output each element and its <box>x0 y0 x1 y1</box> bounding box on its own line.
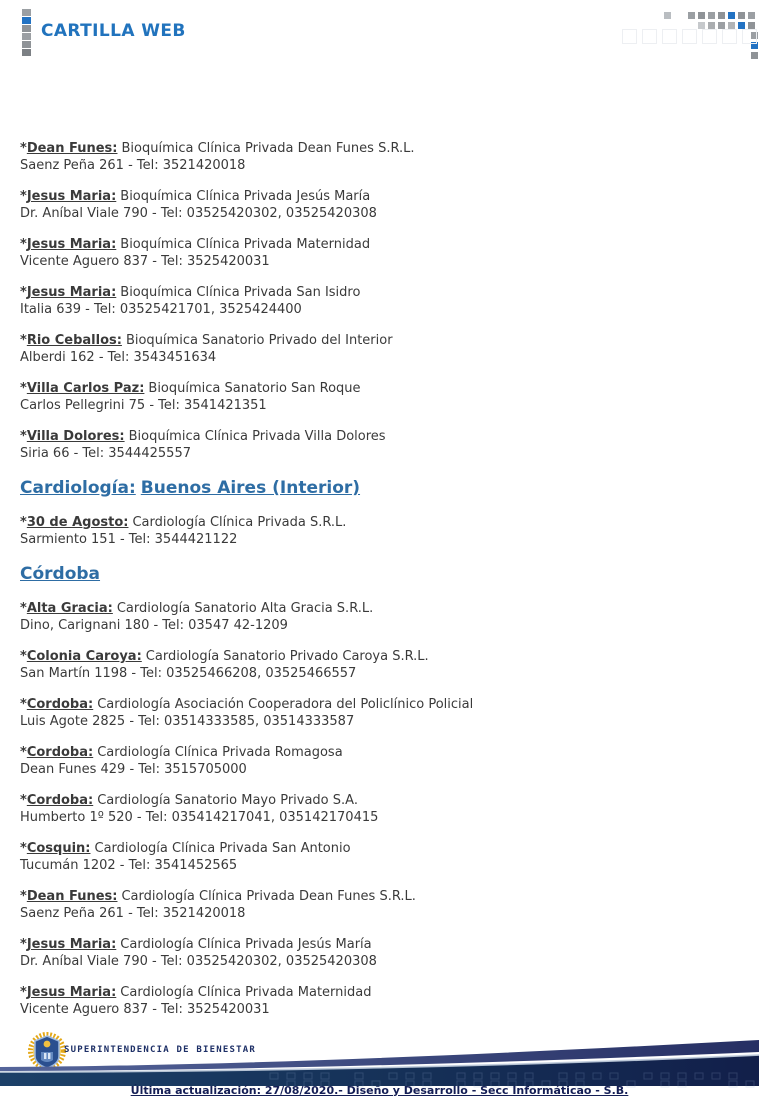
directory-entry <box>20 332 720 366</box>
entry-address: Vicente Aguero 837 - Tel: 3525420031 <box>20 254 270 269</box>
entry-provider: Cardiología Asociación Cooperadora del Policlínico Policial <box>97 697 474 712</box>
header <box>0 0 759 60</box>
entry-bullet: * <box>20 697 27 712</box>
entry-bullet: * <box>20 333 27 348</box>
last-updated-line: Última actualización: 27/08/2020.- Diseño y Desarrollo - Secc Informáticao - S.B. <box>130 1084 629 1097</box>
org-name: SUPERINTENDENCIA DE BIENESTAR <box>64 1045 256 1055</box>
entry-provider: Bioquímica Clínica Privada Jesús María <box>120 189 371 204</box>
entry-bullet: * <box>20 649 27 664</box>
entry-bullet: * <box>20 937 27 952</box>
entry-city: Jesus Maria: <box>26 937 117 952</box>
entry-city: Jesus Maria: <box>26 189 117 204</box>
entry-city: Dean Funes: <box>26 141 118 156</box>
entry-provider: Cardiología Clínica Privada Romagosa <box>97 745 343 760</box>
entry-provider: Bioquímica Clínica Privada Maternidad <box>120 237 371 252</box>
entry-city: Jesus Maria: <box>26 285 117 300</box>
entry-address: Carlos Pellegrini 75 - Tel: 3541421351 <box>20 398 267 413</box>
section-heading-link[interactable]: Córdoba <box>20 564 101 584</box>
entry-bullet: * <box>20 985 27 1000</box>
directory-entry <box>20 744 720 778</box>
entry-address: Dr. Aníbal Viale 790 - Tel: 03525420302, 03525420308 <box>20 206 377 221</box>
directory-entry <box>20 696 720 730</box>
entry-provider: Bioquímica Sanatorio San Roque <box>148 381 361 396</box>
entry-provider: Bioquímica Clínica Privada San Isidro <box>120 285 361 300</box>
entry-city: Cordoba: <box>26 745 94 760</box>
directory-entry <box>20 140 720 174</box>
directory-entry <box>20 428 720 462</box>
entry-bullet: * <box>20 381 27 396</box>
directory-entry <box>20 648 720 682</box>
brand-pixel-strip-icon <box>22 9 31 57</box>
entry-bullet: * <box>20 515 27 530</box>
entry-city: Jesus Maria: <box>26 985 117 1000</box>
directory-entry <box>20 792 720 826</box>
entry-address: Saenz Peña 261 - Tel: 3521420018 <box>20 906 246 921</box>
directory-entry <box>20 380 720 414</box>
entry-address: Dr. Aníbal Viale 790 - Tel: 03525420302, 03525420308 <box>20 954 377 969</box>
entry-city: Jesus Maria: <box>26 237 117 252</box>
entry-provider: Bioquímica Clínica Privada Dean Funes S.R.L. <box>121 141 415 156</box>
entry-bullet: * <box>20 841 27 856</box>
entry-bullet: * <box>20 745 27 760</box>
entry-provider: Cardiología Clínica Privada Dean Funes S.R.L. <box>121 889 416 904</box>
entry-bullet: * <box>20 189 27 204</box>
entry-city: 30 de Agosto: <box>26 515 129 530</box>
entry-provider: Cardiología Sanatorio Privado Caroya S.R.L. <box>145 649 429 664</box>
entry-bullet: * <box>20 601 27 616</box>
entry-city: Villa Carlos Paz: <box>26 381 145 396</box>
section-heading-link[interactable]: Cardiología: <box>20 478 136 498</box>
entry-bullet: * <box>20 237 27 252</box>
entry-address: Alberdi 162 - Tel: 3543451634 <box>20 350 217 365</box>
entry-address: Saenz Peña 261 - Tel: 3521420018 <box>20 158 246 173</box>
entry-provider: Cardiología Clínica Privada Jesús María <box>120 937 372 952</box>
entry-address: Dean Funes 429 - Tel: 3515705000 <box>20 762 247 777</box>
entry-city: Colonia Caroya: <box>26 649 142 664</box>
entry-city: Cosquin: <box>26 841 91 856</box>
footer-swoosh-graphic <box>0 1040 759 1088</box>
footer <box>0 1028 759 1101</box>
entry-provider: Cardiología Clínica Privada S.R.L. <box>132 515 347 530</box>
entry-bullet: * <box>20 285 27 300</box>
directory-entry <box>20 888 720 922</box>
entry-address: Luis Agote 2825 - Tel: 03514333585, 03514333587 <box>20 714 355 729</box>
entry-city: Dean Funes: <box>26 889 118 904</box>
entry-city: Villa Dolores: <box>26 429 125 444</box>
entry-bullet: * <box>20 141 27 156</box>
entry-city: Cordoba: <box>26 697 94 712</box>
entry-provider: Bioquímica Sanatorio Privado del Interior <box>125 333 393 348</box>
entry-provider: Cardiología Clínica Privada San Antonio <box>94 841 351 856</box>
directory-entry <box>20 936 720 970</box>
entry-provider: Bioquímica Clínica Privada Villa Dolores <box>128 429 386 444</box>
entry-provider: Cardiología Clínica Privada Maternidad <box>120 985 372 1000</box>
entry-provider: Cardiología Sanatorio Alta Gracia S.R.L. <box>116 601 374 616</box>
entry-city: Alta Gracia: <box>26 601 113 616</box>
entry-city: Cordoba: <box>26 793 94 808</box>
section-heading <box>20 478 720 499</box>
entry-bullet: * <box>20 429 27 444</box>
directory-entry <box>20 236 720 270</box>
section-heading-link[interactable]: Buenos Aires (Interior) <box>140 478 361 498</box>
directory-entry <box>20 984 720 1018</box>
section-heading <box>20 564 720 585</box>
directory-entry <box>20 188 720 222</box>
page-title: CARTILLA WEB <box>41 21 186 41</box>
entry-address: Vicente Aguero 837 - Tel: 3525420031 <box>20 1002 270 1017</box>
directory-entry <box>20 840 720 874</box>
entry-address: Siria 66 - Tel: 3544425557 <box>20 446 191 461</box>
entry-address: Dino, Carignani 180 - Tel: 03547 42-1209 <box>20 618 288 633</box>
directory-entry <box>20 284 720 318</box>
entry-address: Italia 639 - Tel: 03525421701, 3525424400 <box>20 302 302 317</box>
directory-entry <box>20 600 720 634</box>
entry-city: Rio Ceballos: <box>26 333 122 348</box>
entry-address: Sarmiento 151 - Tel: 3544421122 <box>20 532 238 547</box>
entry-address: San Martín 1198 - Tel: 03525466208, 03525466557 <box>20 666 357 681</box>
entry-address: Tucumán 1202 - Tel: 3541452565 <box>20 858 238 873</box>
entry-address: Humberto 1º 520 - Tel: 035414217041, 035142170415 <box>20 810 379 825</box>
entry-bullet: * <box>20 889 27 904</box>
entry-provider: Cardiología Sanatorio Mayo Privado S.A. <box>97 793 358 808</box>
entry-bullet: * <box>20 793 27 808</box>
directory-list <box>20 140 720 1032</box>
directory-entry <box>20 514 720 548</box>
